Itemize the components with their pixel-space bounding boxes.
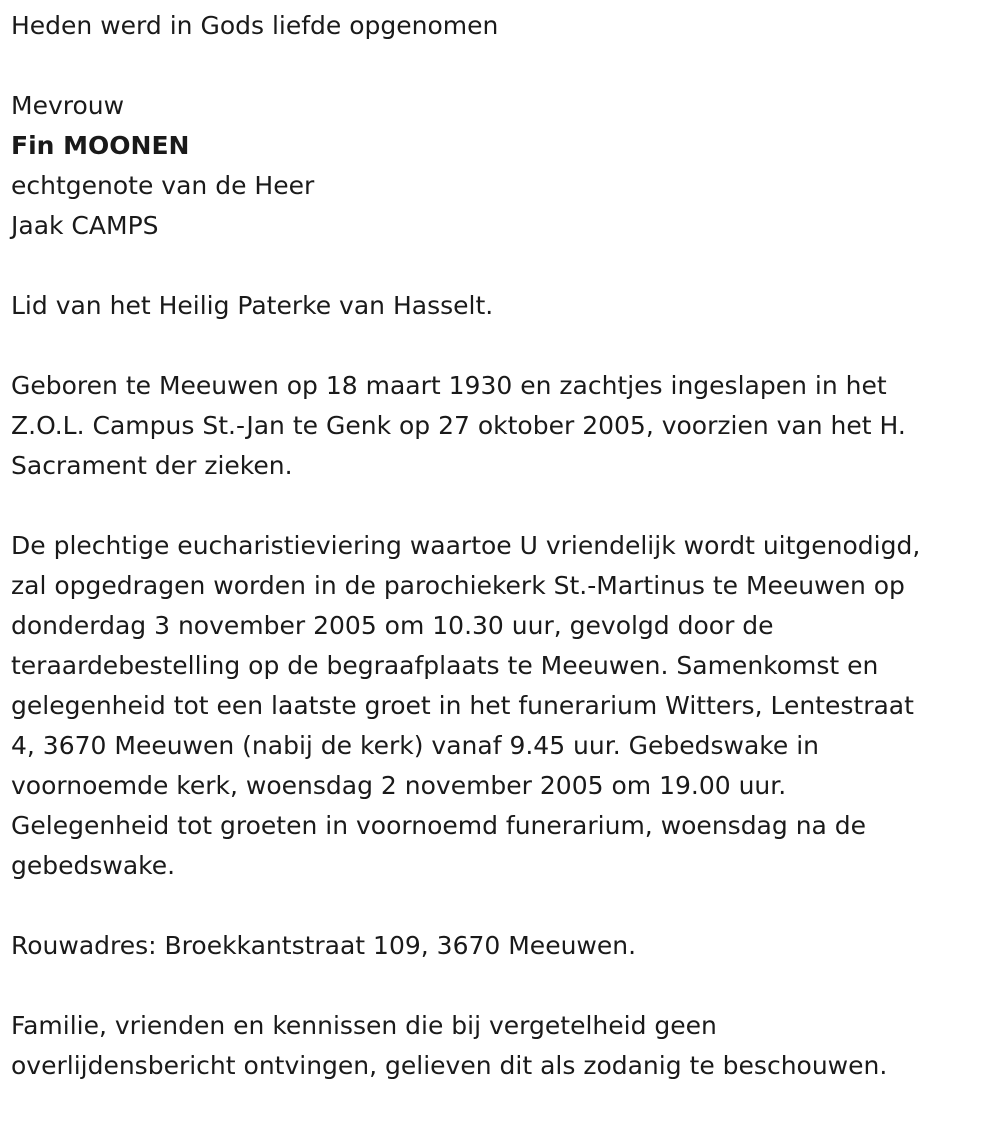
obituary-notice bbox=[11, 6, 993, 1086]
birth-death-paragraph bbox=[11, 366, 993, 486]
text-line: Sacrament der zieken. bbox=[11, 451, 293, 480]
spouse-name: Jaak CAMPS bbox=[11, 211, 159, 240]
text-line: zal opgedragen worden in de parochiekerk St.-Martinus te Meeuwen op bbox=[11, 571, 905, 600]
text-line: Z.O.L. Campus St.-Jan te Genk op 27 oktober 2005, voorzien van het H. bbox=[11, 411, 906, 440]
intro-line: Heden werd in Gods liefde opgenomen bbox=[11, 11, 499, 40]
text-line: Geboren te Meeuwen op 18 maart 1930 en zachtjes ingeslapen in het bbox=[11, 371, 887, 400]
closing-paragraph bbox=[11, 1006, 993, 1086]
text-line: donderdag 3 november 2005 om 10.30 uur, gevolgd door de bbox=[11, 611, 774, 640]
spacer bbox=[11, 486, 993, 526]
mourning-address: Rouwadres: Broekkantstraat 109, 3670 Meeuwen. bbox=[11, 931, 637, 960]
text-line: overlijdensbericht ontvingen, gelieven dit als zodanig te beschouwen. bbox=[11, 1051, 888, 1080]
text-line: Gelegenheid tot groeten in voornoemd funerarium, woensdag na de bbox=[11, 811, 867, 840]
membership-line: Lid van het Heilig Paterke van Hasselt. bbox=[11, 291, 494, 320]
text-line: voornoemde kerk, woensdag 2 november 2005 om 19.00 uur. bbox=[11, 771, 787, 800]
spacer bbox=[11, 246, 993, 286]
spacer bbox=[11, 326, 993, 366]
deceased-name: Fin MOONEN bbox=[11, 131, 190, 160]
text-line: gebedswake. bbox=[11, 851, 176, 880]
spouse-relation: echtgenote van de Heer bbox=[11, 171, 315, 200]
text-line: Familie, vrienden en kennissen die bij vergetelheid geen bbox=[11, 1011, 717, 1040]
text-line: De plechtige eucharistieviering waartoe U vriendelijk wordt uitgenodigd, bbox=[11, 531, 921, 560]
text-line: 4, 3670 Meeuwen (nabij de kerk) vanaf 9.45 uur. Gebedswake in bbox=[11, 731, 819, 760]
salutation: Mevrouw bbox=[11, 91, 125, 120]
spacer bbox=[11, 966, 993, 1006]
ceremony-paragraph bbox=[11, 526, 993, 886]
text-line: gelegenheid tot een laatste groet in het funerarium Witters, Lentestraat bbox=[11, 691, 914, 720]
text-line: teraardebestelling op de begraafplaats te Meeuwen. Samenkomst en bbox=[11, 651, 879, 680]
spacer bbox=[11, 46, 993, 86]
spacer bbox=[11, 886, 993, 926]
